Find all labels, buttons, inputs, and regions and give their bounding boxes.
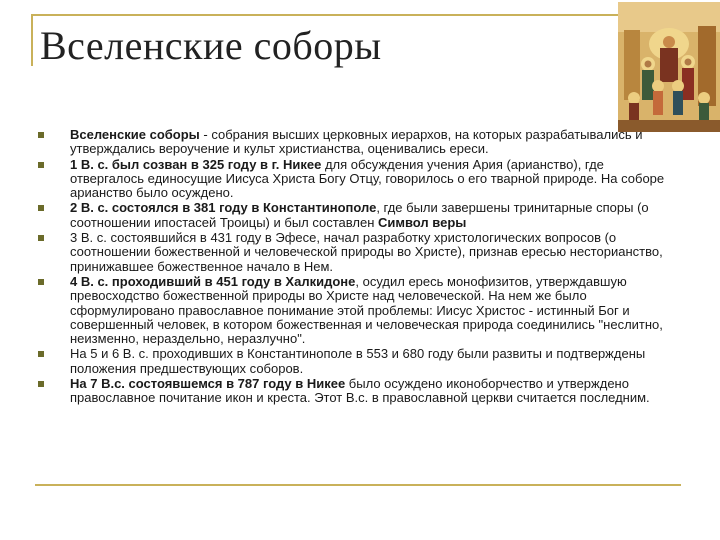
list-item-7: [38, 377, 668, 406]
bullet-marker: [38, 162, 44, 168]
item-text: На 5 и 6 В. с. проходивших в Константинополе в 553 и 680 году были развиты и подтверждены положения предшествующих соборов.: [70, 346, 646, 376]
item-bold-text: 4 В. с. проходивший в 451 году в Халкидоне: [70, 273, 356, 289]
item-text: , осудил ересь монофизитов, утверждавшую превосходство божественной природы во Христе над человеческой. На нем же было сформулировано православное понимание этой проблемы: Иисус Христос - истинный Бог и совершенный человек, в котором божественная и человеческая природа соединились "неслитно, неизменно, нераздельно, неразлучно".: [70, 273, 663, 347]
list-item-6: [38, 347, 668, 376]
list-item-1: [38, 128, 668, 157]
title-frame-left-line: [31, 14, 33, 66]
item-text: для обсуждения учения Ария (арианство), где отвергалось единосущие Иисуса Христа Богу Отцу, говорилось о его тварной природе. На соборе арианство было осуждено.: [70, 156, 665, 201]
item-text: было осуждено иконоборчество и утверждено православное почитание икон и креста. Этот В.с. в православной церкви считается последним.: [70, 376, 650, 406]
list-item-4: [38, 231, 668, 274]
list-item-2: [38, 158, 668, 201]
bullet-marker: [38, 132, 44, 138]
list-item-3: [38, 201, 668, 230]
bullet-marker: [38, 351, 44, 357]
orthodox-icon-image: [618, 2, 720, 132]
item-bold-text: 1 В. с. был созван в 325 году в г. Никее: [70, 156, 322, 172]
item-bold-text: Вселенские соборы: [70, 127, 200, 142]
bullet-marker: [38, 381, 44, 387]
item-text: , где были завершены тринитарные споры (о соотношении ипостасей Троицы) и был составлен: [70, 200, 649, 230]
bullet-marker: [38, 279, 44, 285]
bullet-list: [38, 128, 668, 407]
item-text: - собрания высших церковных иерархов, на которых разрабатывались и утверждались вероучение и культ христианства, оценивались ереси.: [70, 127, 643, 157]
item-text: 3 В. с. состоявшийся в 431 году в Эфесе, начал разработку христологических вопросов (о соотношении божественной и человеческой природы во Христе), признав ересью несторианство, принижавшее божественное начало в Нем.: [70, 230, 663, 274]
item-bold-text: 2 В. с. состоялся в 381 году в Константинополе: [70, 200, 377, 216]
bullet-marker: [38, 205, 44, 211]
bullet-marker: [38, 235, 44, 241]
bottom-divider-line: [35, 484, 681, 486]
title-frame-top-line: [31, 14, 631, 16]
list-item-5: [38, 275, 668, 346]
item-bold-text: На 7 В.с. состоявшемся в 787 году в Никее: [70, 376, 346, 392]
slide-title: Вселенские соборы: [40, 23, 382, 68]
item-bold-text-end: Символ веры: [377, 214, 467, 230]
